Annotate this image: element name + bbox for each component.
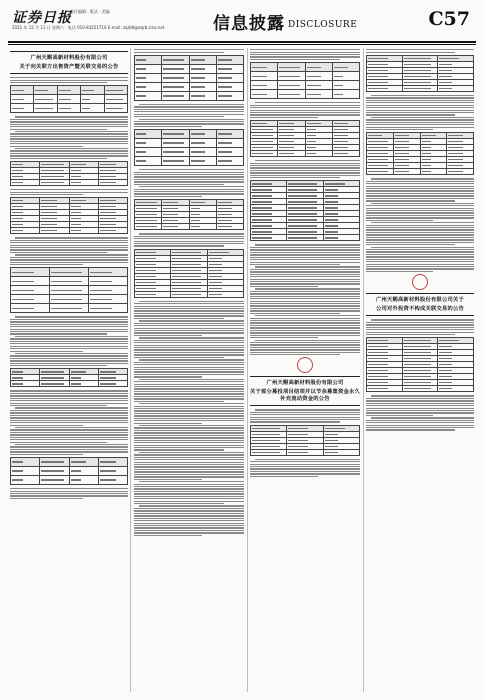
article-1-table-5 [10, 368, 128, 387]
article-2-heading [250, 376, 360, 406]
article-1-table-3 [10, 197, 128, 234]
article-1-table-4 [10, 267, 128, 313]
column-4 [366, 48, 474, 692]
column-divider [130, 48, 131, 692]
column-divider [363, 48, 364, 692]
column-3 [250, 48, 360, 692]
company-seal [412, 274, 428, 290]
article-1-title: 关于向关联方出售资产暨关联交易的公告 [19, 63, 119, 70]
article-3-table-1 [366, 337, 474, 392]
column-2-table-1 [134, 55, 244, 101]
column-3-table-2 [250, 120, 360, 157]
section-title-english: DISCLOSURE [288, 20, 358, 30]
column-3-table-3 [250, 180, 360, 241]
column-2-table-3 [134, 199, 244, 230]
column-divider [247, 48, 248, 692]
column-2-table-4 [134, 249, 244, 298]
article-2-title: 关于部分募投项目结项并以节余募集资金永久补充流动资金的公告 [250, 389, 360, 402]
masthead [8, 6, 476, 40]
column-1 [10, 48, 128, 692]
article-3-company: 广州天赐高新材料股份有限公司关于 [376, 297, 464, 304]
article-3-heading [366, 293, 474, 316]
article-1-table-6 [10, 457, 128, 485]
article-1-heading [10, 51, 128, 74]
date-line: 2021 年 12 月 11 日 星期六 · 电话 010-83251716 E-mail: zqrb9@zqrb.sina.net [12, 25, 165, 30]
section-title: 信息披露 [213, 14, 285, 34]
masthead-rule [8, 41, 476, 43]
article-1-table-2 [10, 161, 128, 186]
article-1-table-1 [10, 85, 128, 113]
article-1-intro [10, 77, 128, 83]
edition-info: 责任编辑 · 版式 · 美编 [70, 9, 110, 14]
column-4-table-2 [366, 132, 474, 175]
article-3-title: 公司对外投资不构成关联交易的公告 [376, 305, 464, 312]
page-number: C57 [428, 8, 470, 30]
article-1-company: 广州天赐高新材料股份有限公司 [30, 55, 108, 61]
article-1-body [10, 116, 128, 159]
masthead-rule-thin [8, 44, 476, 45]
column-2-table-2 [134, 129, 244, 166]
company-seal [297, 357, 313, 373]
column-3-table-1 [250, 62, 360, 99]
column-4-table-1 [366, 55, 474, 92]
newspaper-logo: 证券日报 [12, 10, 72, 26]
article-2-table-1 [250, 425, 360, 456]
article-2-company: 广州天赐高新材料股份有限公司 [266, 380, 344, 387]
column-2 [134, 48, 244, 692]
